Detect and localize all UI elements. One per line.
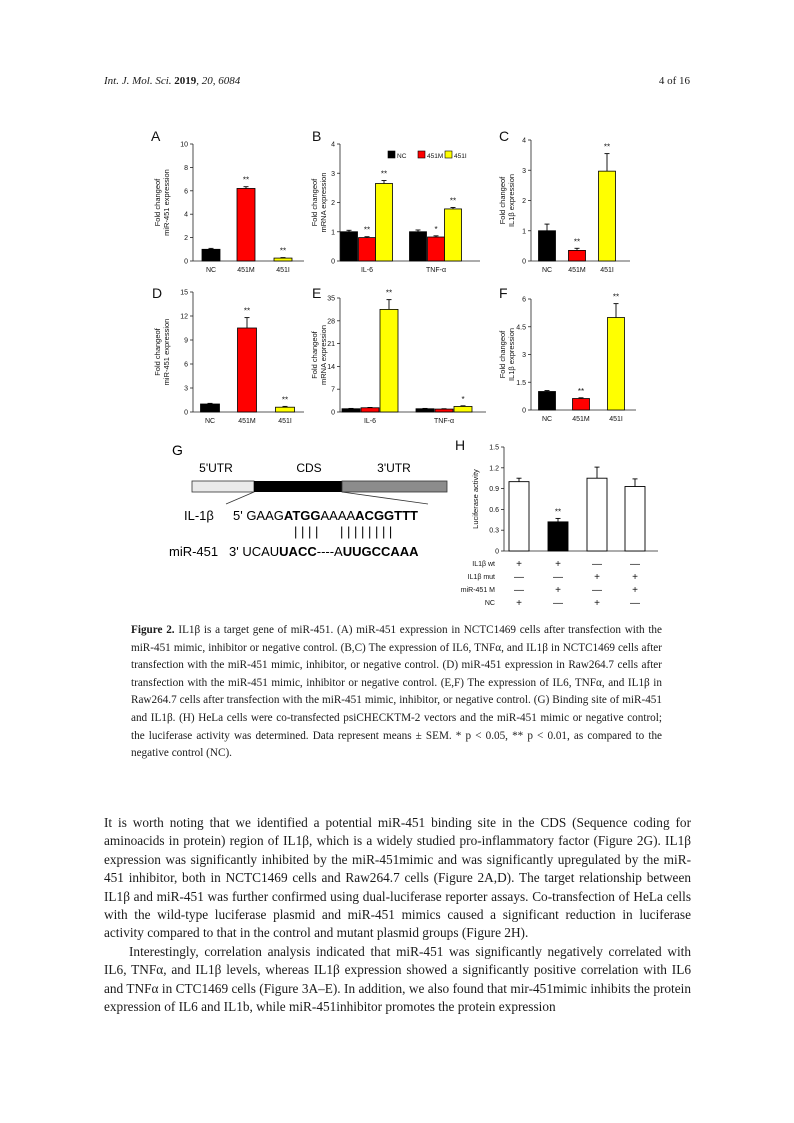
significance-stars: ** <box>363 225 371 235</box>
gene-label: IL-1β <box>184 508 214 523</box>
running-header: Int. J. Mol. Sci. 2019, 20, 6084 <box>104 75 241 87</box>
bar <box>238 328 257 412</box>
x-category-label: 451M <box>572 416 590 423</box>
y-tick-label: 4 <box>184 211 188 219</box>
y-tick-label: 3 <box>184 385 188 393</box>
region-label-5utr: 5'UTR <box>199 461 233 475</box>
y-tick-label: 0.6 <box>489 506 499 514</box>
y-tick-label: 7 <box>331 386 335 394</box>
chart-panel-c <box>498 128 630 274</box>
mirna-sequence: 3' UCAUUACC----AUUGCCAAA <box>229 544 419 559</box>
x-category-label: 451I <box>278 418 292 425</box>
x-category-label: NC <box>205 267 217 274</box>
x-category-label: NC <box>541 416 553 423</box>
significance-stars: ** <box>380 169 388 179</box>
y-axis-label: IL1β expression <box>507 327 516 382</box>
bar <box>445 209 462 261</box>
article-number: 6084 <box>218 75 241 87</box>
y-tick-label: 0.3 <box>489 527 499 535</box>
y-axis-label: Fold changeof <box>153 328 162 376</box>
y-axis-label: Fold changeof <box>498 330 507 379</box>
significance-stars: ** <box>242 175 250 185</box>
y-tick-label: 3 <box>331 170 335 178</box>
chart-panel-d <box>152 285 304 425</box>
x-category-label: TNF-α <box>426 267 446 274</box>
y-axis-label: mRNA expression <box>319 324 328 386</box>
bar <box>237 188 255 261</box>
bar <box>539 231 556 261</box>
y-tick-label: 6 <box>184 361 188 369</box>
bar <box>454 406 472 412</box>
region-label-3utr: 3'UTR <box>377 461 411 475</box>
base-pairing: | | | | | | | | | | | | <box>294 524 393 539</box>
bar <box>539 392 556 411</box>
bar <box>548 522 568 551</box>
condition-mark: + <box>632 572 638 583</box>
y-tick-label: 28 <box>327 318 335 326</box>
y-tick-label: 4.5 <box>516 324 526 332</box>
condition-mark: + <box>555 559 561 570</box>
panel-letter-f: F <box>499 285 508 301</box>
significance-stars: ** <box>554 507 562 517</box>
y-tick-label: 1 <box>331 229 335 237</box>
y-tick-label: 0 <box>184 258 188 266</box>
condition-mark: — <box>592 559 602 570</box>
chart-panel-e <box>310 285 486 425</box>
y-axis-label: Fold changeof <box>310 331 319 379</box>
significance-stars: ** <box>449 196 457 206</box>
legend-label: 451I <box>454 153 467 160</box>
y-tick-label: 2 <box>331 200 335 207</box>
y-axis-label: IL1β expression <box>507 173 516 228</box>
zoom-line-left <box>226 492 254 504</box>
condition-mark: — <box>592 585 602 596</box>
significance-stars: ** <box>243 306 251 316</box>
y-tick-label: 0 <box>331 409 335 417</box>
significance-stars: * <box>434 224 438 234</box>
bar <box>599 171 616 261</box>
journal-year: 2019 <box>174 75 197 87</box>
bar <box>342 409 360 412</box>
region-label-cds: CDS <box>296 461 322 475</box>
condition-mark: — <box>553 572 563 583</box>
condition-mark: + <box>516 559 522 570</box>
bar <box>625 487 645 551</box>
condition-mark: + <box>594 598 600 609</box>
panel-letter-b: B <box>312 128 322 144</box>
panel-g-diagram <box>169 442 447 559</box>
zoom-line-right <box>342 492 428 504</box>
bar <box>380 309 398 412</box>
panel-letter-a: A <box>151 128 161 144</box>
bar <box>201 404 220 412</box>
condition-label: IL1β wt <box>472 561 495 568</box>
condition-mark: + <box>516 598 522 609</box>
condition-mark: — <box>514 585 524 596</box>
bar <box>376 183 393 261</box>
y-tick-label: 1.5 <box>516 379 526 387</box>
body-paragraph-2: Interestingly, correlation analysis indicated that miR-451 was significantly negatively correlated with IL6, TNFα, and IL1β levels, whereas IL1β expression showed a significantly positive correlation with IL6 and TNFα in CTC1469 cells (Figure 3A–E). In addition, we also found that mir-451mimic inhibits the protein expression of IL6 and IL1b, while miR-451inhibitor promotes the protein expression <box>104 943 691 1015</box>
page-number: 4 of 16 <box>658 75 690 87</box>
chart-panel-b <box>310 128 480 274</box>
y-tick-label: 0 <box>495 548 499 556</box>
condition-mark: + <box>632 585 638 596</box>
y-tick-label: 0 <box>331 258 335 266</box>
x-category-label: NC <box>541 267 553 274</box>
significance-stars: * <box>461 394 465 404</box>
bar <box>509 482 529 551</box>
y-tick-label: 9 <box>184 337 188 345</box>
condition-mark: — <box>630 598 640 609</box>
x-category-label: IL-6 <box>360 267 374 274</box>
journal-name: Int. J. Mol. Sci. <box>104 75 172 87</box>
utr3-segment <box>342 481 447 492</box>
x-category-label: 451M <box>568 267 586 274</box>
bar <box>410 232 427 261</box>
x-category-label: 451I <box>600 267 614 274</box>
y-tick-label: 0 <box>522 407 526 415</box>
y-axis-label: Fold changeof <box>310 178 319 227</box>
bar <box>341 232 358 261</box>
y-axis-label: miR-451 expression <box>162 169 171 236</box>
bar <box>361 408 379 412</box>
y-tick-label: 10 <box>180 141 188 149</box>
y-tick-label: 12 <box>180 313 188 321</box>
figure-caption <box>131 622 662 763</box>
x-category-label: IL-6 <box>363 418 377 425</box>
caption-label: Figure 2. <box>131 624 175 636</box>
significance-stars: ** <box>573 237 581 247</box>
significance-stars: ** <box>281 395 289 405</box>
legend-label: NC <box>397 153 407 160</box>
mirna-label: miR-451 <box>169 544 219 559</box>
y-axis-label: mRNA expression <box>319 172 328 233</box>
y-tick-label: 1.2 <box>489 465 499 473</box>
y-tick-label: 14 <box>327 363 335 371</box>
chart-panel-a <box>151 128 304 274</box>
x-category-label: 451I <box>609 416 623 423</box>
significance-stars: ** <box>279 246 287 256</box>
condition-mark: — <box>514 572 524 583</box>
significance-stars: ** <box>612 292 620 302</box>
y-tick-label: 3 <box>522 167 526 175</box>
y-tick-label: 6 <box>522 296 526 304</box>
legend-swatch <box>445 151 452 158</box>
significance-stars: ** <box>577 386 585 396</box>
bar <box>274 258 292 261</box>
y-tick-label: 1.5 <box>489 444 499 452</box>
x-category-label: 451I <box>276 267 290 274</box>
y-tick-label: 0 <box>522 258 526 266</box>
gene-sequence: 5' GAAGATGGAAAAACGGTTT <box>233 508 418 523</box>
y-tick-label: 2 <box>522 198 526 205</box>
significance-stars: ** <box>603 142 611 152</box>
condition-mark: + <box>555 585 561 596</box>
y-tick-label: 1 <box>522 228 526 236</box>
y-tick-label: 4 <box>522 137 526 145</box>
condition-mark: + <box>594 572 600 583</box>
y-tick-label: 0 <box>184 409 188 417</box>
condition-mark: — <box>630 559 640 570</box>
panel-letter-h: H <box>455 437 466 453</box>
panel-letter-e: E <box>312 285 322 301</box>
bar <box>428 237 445 261</box>
condition-label: miR-451 M <box>460 587 495 594</box>
panel-letter-c: C <box>499 128 510 144</box>
condition-label: IL1β mut <box>467 574 495 581</box>
caption-text: IL1β is a target gene of miR-451. (A) miR-451 expression in NCTC1469 cells after transfection with the miR-451 mimic, inhibitor or negative control. (B,C) The expression of IL6, TNFα, and IL1β in NCTC1469 cells after transfection with the miR-451 mimic, inhibitor, or negative control. (D) miR-451 expression in Raw264.7 cells after transfection with the miR-451 mimic, inhibitor or negative control. (E,F) The expression of IL6, TNFα, and IL1β in Raw264.7 cells after transfection with the miR-451 mimic, inhibitor, or negative control. (G) Binding site of miR-451 and IL1β. (H) HeLa cells were co-transfected psiCHECKTM-2 vectors and the miR-451 mimic or negative control; the luciferase activity was determined. Data represent means ± SEM. * p < 0.05, ** p < 0.01, as compared to the negative control (NC). <box>131 624 662 760</box>
y-axis-label: miR-451 expression <box>162 318 171 386</box>
y-axis-label: Fold changeof <box>153 178 162 227</box>
chart-panel-f <box>498 285 636 423</box>
legend-swatch <box>388 151 395 158</box>
utr5-segment <box>192 481 254 492</box>
journal-volume: 20 <box>201 75 213 87</box>
bar <box>435 409 453 412</box>
y-tick-label: 2 <box>184 235 188 243</box>
y-tick-label: 3 <box>522 352 526 359</box>
x-category-label: TNF-α <box>434 418 454 425</box>
x-category-label: NC <box>204 418 216 425</box>
y-axis-label: Luciferase activity <box>471 469 480 529</box>
cds-segment <box>254 481 342 492</box>
y-tick-label: 4 <box>331 141 335 149</box>
body-paragraph-1: It is worth noting that we identified a potential miR-451 binding site in the CDS (Sequence coding for aminoacids in protein) region of IL1β, which is a widely studied pro-inflammatory factor (Figure 2G). IL1β expression was significantly inhibited by the miR-451mimic and was significantly upregulated by the miR-451 inhibitor, both in NCTC1469 cells and Raw264.7 cells (Figure 2A,D). The target relationship between IL1β and miR-451 was further confirmed using dual-luciferase reporter assays. Co-transfection of HeLa cells with the wild-type luciferase plasmid and miR-451 mimics caused a significant reduction in luciferase activity compared to that in the control and mutant plasmid groups (Figure 2H). <box>104 815 691 941</box>
legend-swatch <box>418 151 425 158</box>
bar <box>202 249 220 261</box>
bar <box>608 318 625 411</box>
body-text <box>104 814 691 1016</box>
condition-mark: — <box>553 598 563 609</box>
x-category-label: 451M <box>237 267 255 274</box>
bar <box>587 478 607 551</box>
significance-stars: ** <box>385 288 393 298</box>
bar <box>276 407 295 412</box>
x-category-label: 451M <box>238 418 256 425</box>
y-axis-label: Fold changeof <box>498 176 507 225</box>
bar <box>569 250 586 261</box>
bar <box>359 238 376 261</box>
panel-letter-d: D <box>152 285 163 301</box>
y-tick-label: 8 <box>184 164 188 172</box>
y-tick-label: 0.9 <box>489 486 499 494</box>
legend-label: 451M <box>427 153 444 160</box>
panel-letter-g: G <box>172 442 183 458</box>
chart-panel-h <box>455 437 658 609</box>
y-tick-label: 21 <box>327 341 335 349</box>
condition-label: NC <box>484 600 495 607</box>
y-tick-label: 6 <box>184 188 188 196</box>
bar <box>573 399 590 410</box>
bar <box>416 409 434 412</box>
y-tick-label: 15 <box>180 289 188 297</box>
y-tick-label: 35 <box>327 295 335 303</box>
